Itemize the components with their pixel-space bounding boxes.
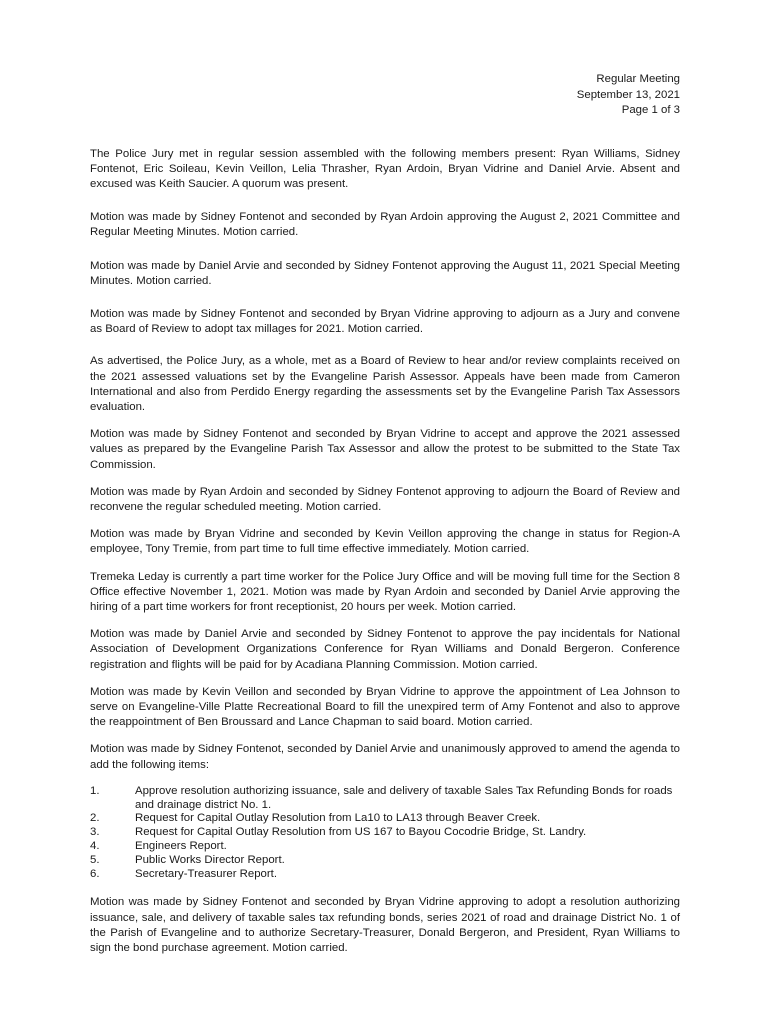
hiring-motion-paragraph: Tremeka Leday is currently a part time worker for the Police Jury Office and will be moving full time for the Section 8 Office effective November 1, 2021. Motion was made by Ryan Ardoin and seconded by Daniel Arvie approving the hiring of a part time workers for front receptionist, 20 hours per week. Motion carried. [90,570,680,613]
list-item-text: Request for Capital Outlay Resolution from US 167 to Bayou Cocodrie Bridge, St. Landry. [135,826,587,839]
special-minutes-motion-paragraph: Motion was made by Daniel Arvie and seconded by Sidney Fontenot approving the August 11, 2021 Special Meeting Minutes. Motion carried. [90,259,680,287]
assessed-values-motion-paragraph: Motion was made by Sidney Fontenot and seconded by Bryan Vidrine to accept and approve the 2021 assessed values as prepared by the Evangeline Parish Tax Assessor and allow the protest to be submitted to the State Tax Commission. [90,428,680,471]
reconvene-motion-paragraph: Motion was made by Ryan Ardoin and seconded by Sidney Fontenot approving to adjourn the Board of Review and reconvene the regular scheduled meeting. Motion carried. [90,485,680,513]
appointment-motion-paragraph: Motion was made by Kevin Veillon and seconded by Bryan Vidrine to approve the appointment of Lea Johnson to serve on Evangeline-Ville Platte Recreational Board to fill the unexpired term of Amy Fontenot and also to approve the reappointment of Ben Broussard and Lance Chapman to said board. Motion carried. [90,685,680,729]
list-item [90,854,680,868]
page-number: Page 1 of 3 [621,104,680,116]
list-item-text: Engineers Report. [135,839,227,852]
adjourn-to-board-paragraph: Motion was made by Sidney Fontenot and seconded by Bryan Vidrine approving to adjourn as a Jury and convene as Board of Review to adopt tax millages for 2021. Motion carried. [90,307,680,336]
list-item-number: 1. [90,784,100,797]
list-item-number: 6. [90,867,100,880]
list-item-number: 2. [90,812,100,825]
list-item-number: 3. [90,826,100,839]
list-item-number: 4. [90,839,100,852]
attendance-paragraph: The Police Jury met in regular session assembled with the following members present: Ryan Williams, Sidney Fontenot, Eric Soileau, Kevin Veillon, Lelia Thrasher, Ryan Ardoin, Bryan Vidrine and Daniel Arvie. Absent and excused was Keith Saucier. A quorum was present. [90,147,680,190]
list-item [90,840,680,854]
list-item-text: Public Works Director Report. [135,853,285,866]
status-change-motion-paragraph: Motion was made by Bryan Vidrine and seconded by Kevin Veillon approving the change in status for Region-A employee, Tony Tremie, from part time to full time effective immediately. Motion carried. [90,528,680,556]
list-item-text: Approve resolution authorizing issuance, sale and delivery of taxable Sales Tax Refunding Bonds for roads and drainage district No. 1. [135,784,673,811]
list-item [90,785,680,813]
board-of-review-paragraph: As advertised, the Police Jury, as a whole, met as a Board of Review to hear and/or review complaints received on the 2021 assessed valuations set by the Evangeline Parish Assessor. Appeals have been made from Cameron International and also from Perdido Energy regarding the assessments set by the Evangeline Parish Tax Assessors evaluation. [90,355,680,413]
incidentals-motion-paragraph: Motion was made by Daniel Arvie and seconded by Sidney Fontenot to approve the pay incidentals for National Association of Development Organizations Conference for Ryan Williams and Donald Bergeron. Conference registration and flights will be paid for by Acadiana Planning Commission. Motion carried. [90,628,680,671]
list-item [90,812,680,826]
amend-agenda-paragraph: Motion was made by Sidney Fontenot, seconded by Daniel Arvie and unanimously approved to amend the agenda to add the following items: [90,743,680,771]
minutes-motion-paragraph: Motion was made by Sidney Fontenot and seconded by Ryan Ardoin approving the August 2, 2021 Committee and Regular Meeting Minutes. Motion carried. [90,211,680,239]
list-item-text: Secretary-Treasurer Report. [135,867,278,880]
list-item [90,826,680,840]
agenda-items-list [90,785,680,882]
meeting-date: September 13, 2021 [576,88,680,101]
list-item-number: 5. [90,853,100,866]
bond-resolution-paragraph: Motion was made by Sidney Fontenot and seconded by Bryan Vidrine approving to adopt a resolution authorizing issuance, sale, and delivery of taxable sales tax refunding bonds, series 2021 of road and drainage District No. 1 of the Parish of Evangeline and to authorize Secretary-Treasurer, Donald Bergeron, and President, Ryan Williams to sign the bond purchase agreement. Motion carried. [90,896,680,954]
page-header [90,72,680,119]
list-item [90,868,680,882]
list-item-text: Request for Capital Outlay Resolution from La10 to LA13 through Beaver Creek. [135,812,541,825]
meeting-type: Regular Meeting [596,73,680,85]
